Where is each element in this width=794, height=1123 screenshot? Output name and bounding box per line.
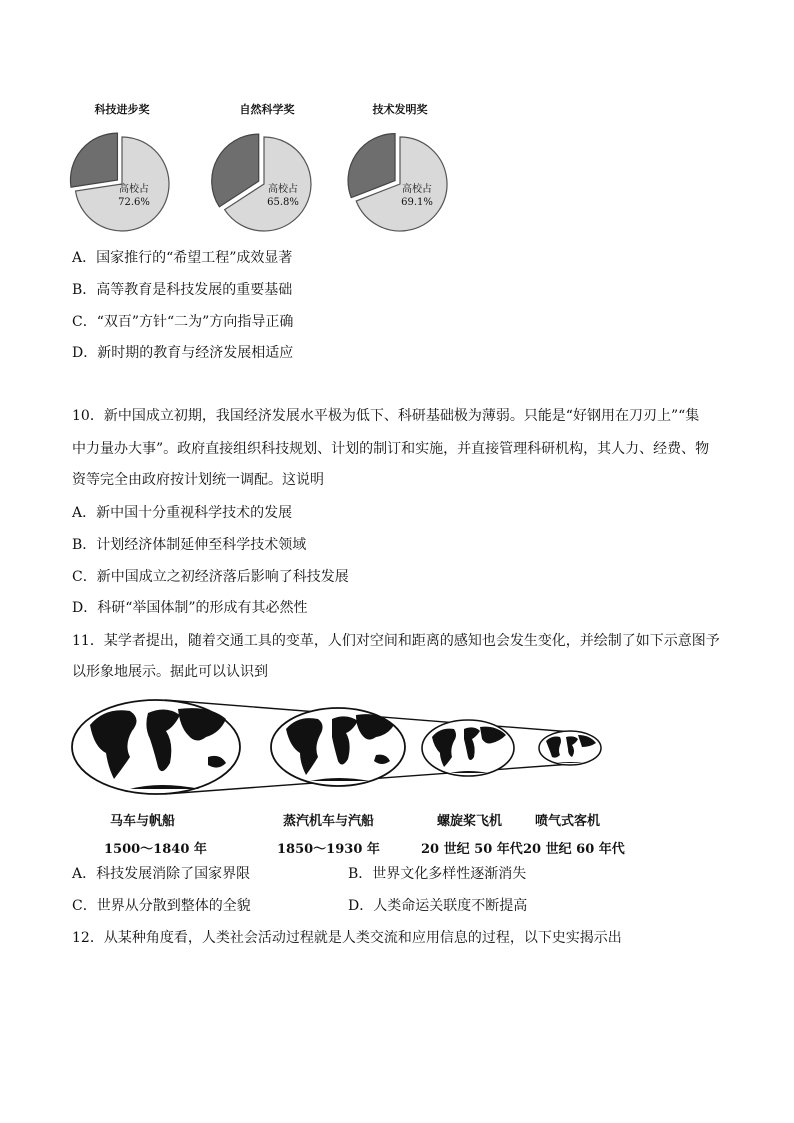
q9-option-d: D．新时期的教育与经济发展相适应: [72, 345, 294, 361]
shrinking-world-diagram: [70, 697, 610, 797]
pie-label-2: [253, 183, 313, 209]
globe-3: [422, 720, 514, 776]
q11-option-c: C．世界从分散到整体的全貌: [72, 898, 251, 914]
transport-period-3: 20 世纪 50 年代: [421, 842, 523, 857]
q11-option-a: A．科技发展消除了国家界限: [72, 866, 251, 882]
pie-label-3-text: 高校占: [402, 184, 432, 195]
pie-label-2-text: 高校占: [268, 184, 298, 195]
q10-option-c: C．新中国成立之初经济落后影响了科技发展: [72, 569, 349, 585]
q10-option-a: A．新中国十分重视科学技术的发展: [72, 505, 293, 521]
transport-period-2: 1850～1930 年: [277, 842, 380, 857]
q10-stem-line-1: 10．新中国成立初期，我国经济发展水平极为低下、科研基础极为薄弱。只能是“好钢用在刀刃上”“集: [72, 408, 700, 424]
q11-option-b: B．世界文化多样性逐渐消失: [348, 866, 527, 882]
transport-name-4: 喷气式客机: [535, 814, 601, 829]
q9-option-a: A．国家推行的“希望工程”成效显著: [72, 250, 293, 266]
q11-option-d: D．人类命运关联度不断提高: [348, 898, 528, 914]
pie-title-1: 科技进步奖: [94, 103, 150, 116]
q9-option-b: B．高等教育是科技发展的重要基础: [72, 282, 293, 298]
q10-option-b: B．计划经济体制延伸至科学技术领域: [72, 537, 307, 553]
q9-option-c: C．“双百”方针“二为”方向指导正确: [72, 314, 294, 330]
pie-value-2: 65.8%: [267, 197, 299, 208]
pie-title-3: 技术发明奖: [372, 103, 428, 116]
q12-stem-line-1: 12．从某种角度看，人类社会活动过程就是人类交流和应用信息的过程，以下史实揭示出: [72, 930, 622, 946]
globe-2: [271, 708, 405, 786]
pie-value-1: 72.6%: [118, 197, 150, 208]
q10-option-d: D．科研“举国体制”的形成有其必然性: [72, 600, 308, 616]
q10-stem-line-2: 中力量办大事”。政府直接组织科技规划、计划的制订和实施，并直接管理科研机构，其人力、经费、物: [72, 441, 710, 457]
q10-stem-line-3: 资等完全由政府按计划统一调配。这说明: [72, 472, 324, 488]
transport-period-4: 20 世纪 60 年代: [523, 842, 625, 857]
transport-period-1: 1500～1840 年: [104, 842, 207, 857]
q11-stem-line-2: 以形象地展示。据此可以认识到: [72, 664, 268, 680]
pie-value-3: 69.1%: [401, 197, 433, 208]
pie-label-1-text: 高校占: [119, 184, 149, 195]
globe-1: [72, 700, 240, 794]
pie-label-1: [104, 183, 164, 209]
pie-slice-other-1: [70, 133, 117, 187]
pie-label-3: [387, 183, 447, 209]
q11-stem-line-1: 11．某学者提出，随着交通工具的变革，人们对空间和距离的感知也会发生变化，并绘制了如下示意图予: [72, 633, 720, 649]
transport-name-3: 螺旋桨飞机: [437, 814, 503, 829]
transport-name-2: 蒸汽机车与汽船: [283, 814, 375, 829]
pie-title-2: 自然科学奖: [239, 103, 295, 116]
transport-name-1: 马车与帆船: [110, 814, 176, 829]
globe-4: [539, 731, 601, 765]
